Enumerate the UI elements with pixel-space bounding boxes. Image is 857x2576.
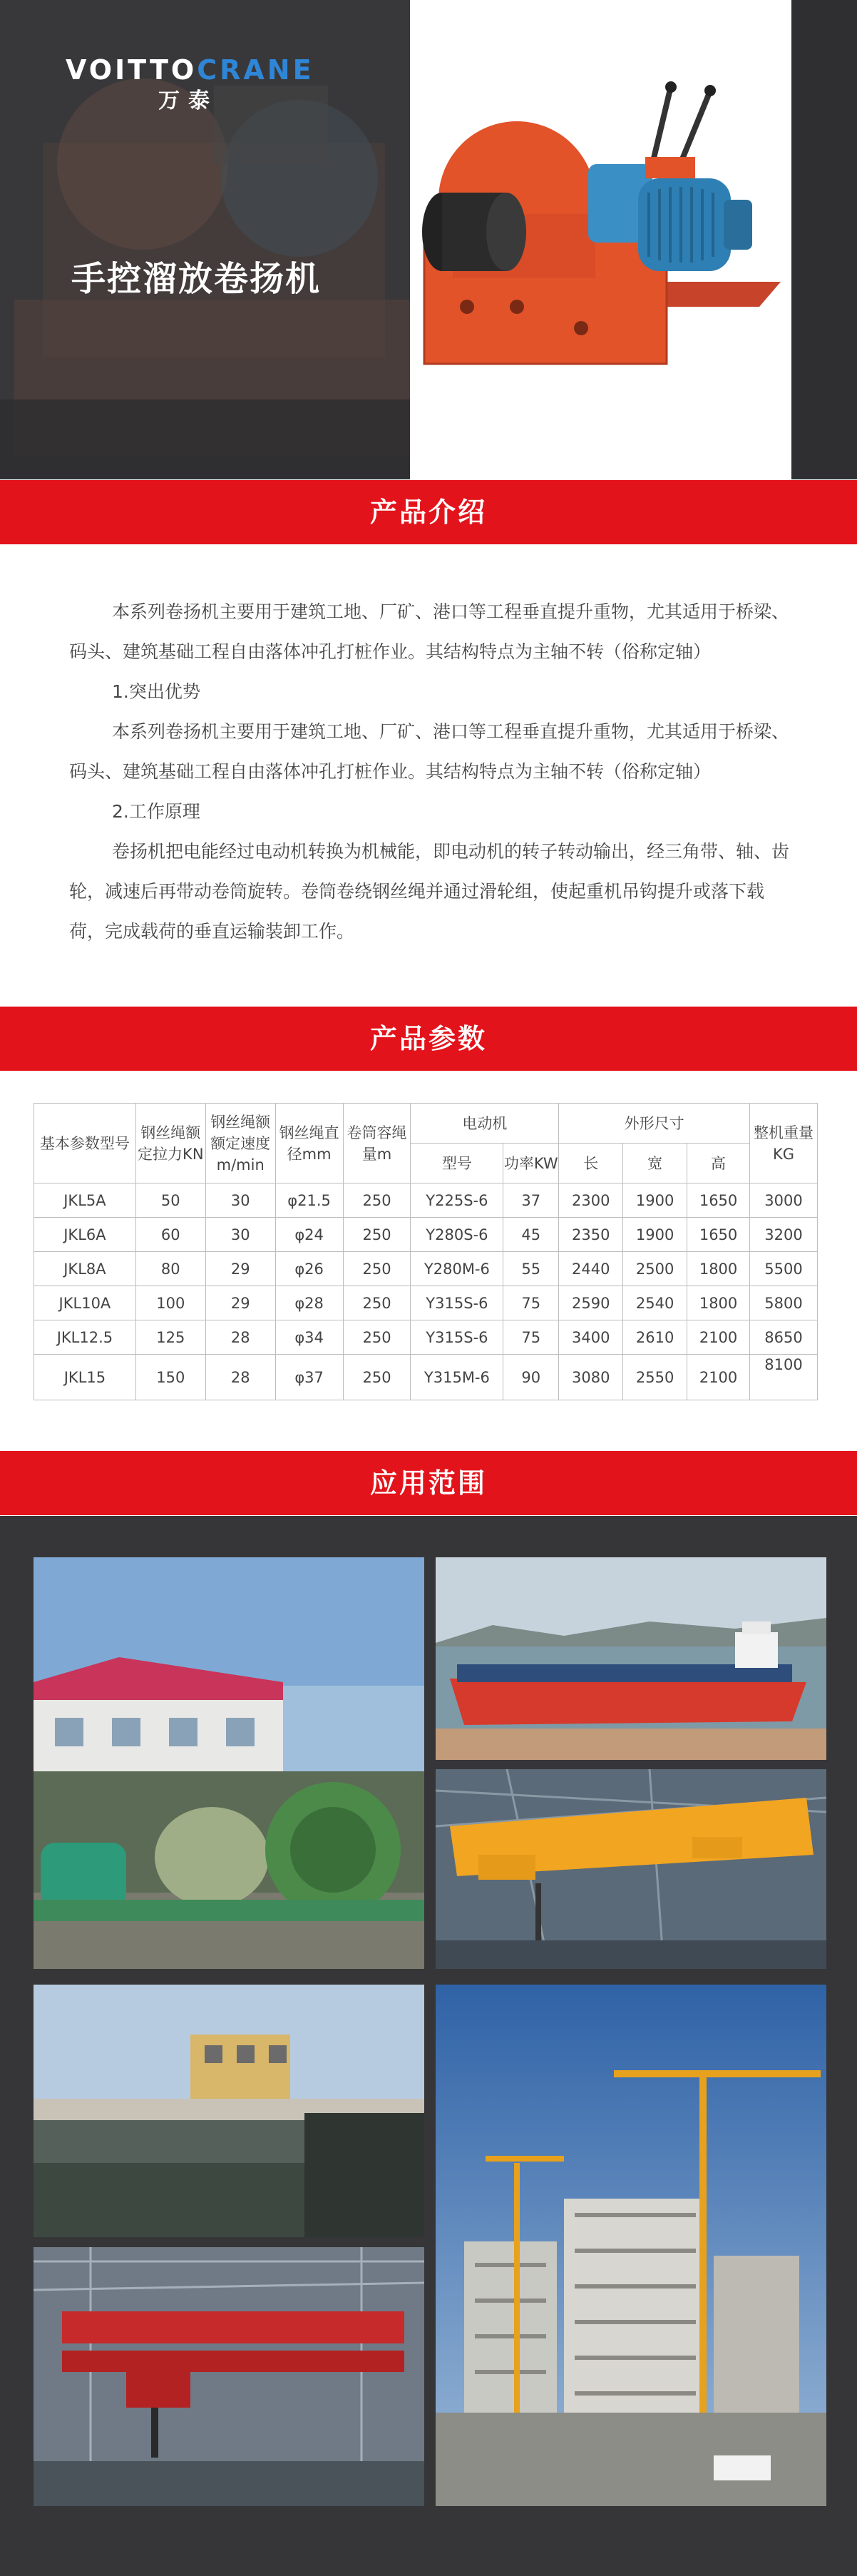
cell-height: 1800 bbox=[687, 1252, 750, 1286]
cell-height: 1650 bbox=[687, 1218, 750, 1252]
header-weight: 整机重量KG bbox=[750, 1104, 818, 1183]
cell-motor-type: Y280M-6 bbox=[411, 1252, 503, 1286]
cell-drum-capacity: 250 bbox=[343, 1320, 411, 1355]
cell-rated-pull: 60 bbox=[135, 1218, 205, 1252]
cell-length: 2590 bbox=[559, 1286, 623, 1320]
cell-width: 1900 bbox=[623, 1183, 687, 1218]
cell-rated-pull: 125 bbox=[135, 1320, 205, 1355]
cell-weight: 5800 bbox=[750, 1286, 818, 1320]
product-intro-text bbox=[69, 592, 789, 952]
cell-rope-diameter: φ28 bbox=[275, 1286, 343, 1320]
cell-length: 2300 bbox=[559, 1183, 623, 1218]
hero-side-strip bbox=[791, 0, 857, 479]
winch-product-photo bbox=[410, 0, 791, 479]
logo-chinese-name: 万泰 bbox=[158, 88, 218, 113]
cell-height: 1800 bbox=[687, 1286, 750, 1320]
header-drum-capacity: 卷筒容绳量m bbox=[343, 1104, 411, 1183]
page-title: 手控溜放卷扬机 bbox=[71, 259, 322, 299]
cell-drum-capacity: 250 bbox=[343, 1286, 411, 1320]
cell-height: 2100 bbox=[687, 1355, 750, 1400]
logo-text-part1: VOITTO bbox=[66, 54, 197, 86]
cell-rope-diameter: φ21.5 bbox=[275, 1183, 343, 1218]
cell-motor-type: Y315S-6 bbox=[411, 1286, 503, 1320]
cell-width: 1900 bbox=[623, 1218, 687, 1252]
cell-motor-power: 55 bbox=[503, 1252, 559, 1286]
cell-width: 2500 bbox=[623, 1252, 687, 1286]
cell-motor-power: 37 bbox=[503, 1183, 559, 1218]
cell-drum-capacity: 250 bbox=[343, 1355, 411, 1400]
cell-model: JKL6A bbox=[34, 1218, 136, 1252]
cell-model: JKL10A bbox=[34, 1286, 136, 1320]
table-row bbox=[34, 1355, 818, 1400]
cell-rated-speed: 29 bbox=[205, 1286, 275, 1320]
cell-rated-speed: 28 bbox=[205, 1355, 275, 1400]
cell-motor-type: Y280S-6 bbox=[411, 1218, 503, 1252]
intro-subheading: 1.突出优势 bbox=[112, 681, 200, 702]
table-row bbox=[34, 1320, 818, 1355]
logo-text-part2: CRANE bbox=[197, 54, 314, 86]
intro-paragraph: 本系列卷扬机主要用于建筑工地、厂矿、港口等工程垂直提升重物，尤其适用于桥梁、码头、建筑基础工程自由落体冲孔打桩作业。其结构特点为主轴不转（俗称定轴） bbox=[69, 601, 790, 662]
specification-table bbox=[34, 1103, 818, 1400]
cell-weight: 5500 bbox=[750, 1252, 818, 1286]
table-row bbox=[34, 1218, 818, 1252]
cell-model: JKL12.5 bbox=[34, 1320, 136, 1355]
cell-rated-pull: 100 bbox=[135, 1286, 205, 1320]
brand-logo bbox=[66, 54, 314, 86]
photo-construction-site bbox=[436, 1985, 826, 2506]
cell-rope-diameter: φ24 bbox=[275, 1218, 343, 1252]
cell-weight: 8650 bbox=[750, 1320, 818, 1355]
cell-drum-capacity: 250 bbox=[343, 1183, 411, 1218]
table-row bbox=[34, 1252, 818, 1286]
intro-subheading: 2.工作原理 bbox=[112, 801, 200, 822]
header-motor-type: 型号 bbox=[411, 1144, 503, 1183]
header-width: 宽 bbox=[623, 1144, 687, 1183]
cell-motor-type: Y315S-6 bbox=[411, 1320, 503, 1355]
table-row bbox=[34, 1286, 818, 1320]
cell-length: 2440 bbox=[559, 1252, 623, 1286]
header-dimensions: 外形尺寸 bbox=[559, 1104, 750, 1144]
table-row bbox=[34, 1183, 818, 1218]
specification-rows bbox=[34, 1183, 818, 1400]
cell-length: 3080 bbox=[559, 1355, 623, 1400]
cell-drum-capacity: 250 bbox=[343, 1252, 411, 1286]
cell-length: 3400 bbox=[559, 1320, 623, 1355]
cell-height: 1650 bbox=[687, 1183, 750, 1218]
header-motor-power: 功率KW bbox=[503, 1144, 559, 1183]
section-header-intro: 产品介绍 bbox=[0, 480, 857, 544]
cell-rated-speed: 30 bbox=[205, 1183, 275, 1218]
cell-rated-speed: 29 bbox=[205, 1252, 275, 1286]
header-height: 高 bbox=[687, 1144, 750, 1183]
cell-weight: 8100 bbox=[750, 1355, 818, 1400]
photo-overhead-crane bbox=[436, 1769, 826, 1969]
section-header-applications: 应用范围 bbox=[0, 1451, 857, 1515]
cell-motor-power: 90 bbox=[503, 1355, 559, 1400]
cell-rated-pull: 80 bbox=[135, 1252, 205, 1286]
header-rated-speed: 钢丝绳额额定速度m/min bbox=[205, 1104, 275, 1183]
section-header-params: 产品参数 bbox=[0, 1007, 857, 1071]
cell-model: JKL15 bbox=[34, 1355, 136, 1400]
photo-cargo-ship bbox=[436, 1557, 826, 1760]
header-length: 长 bbox=[559, 1144, 623, 1183]
header-motor: 电动机 bbox=[411, 1104, 559, 1144]
header-model: 基本参数型号 bbox=[34, 1104, 136, 1183]
cell-length: 2350 bbox=[559, 1218, 623, 1252]
photo-sluice-gate bbox=[34, 1985, 424, 2237]
cell-motor-type: Y225S-6 bbox=[411, 1183, 503, 1218]
cell-rope-diameter: φ26 bbox=[275, 1252, 343, 1286]
cell-rope-diameter: φ34 bbox=[275, 1320, 343, 1355]
cell-rated-speed: 28 bbox=[205, 1320, 275, 1355]
photo-winch-on-site bbox=[34, 1557, 424, 1969]
intro-paragraph: 卷扬机把电能经过电动机转换为机械能，即电动机的转子转动输出，经三角带、轴、齿轮，减速后再带动卷筒旋转。卷筒卷绕钢丝绳并通过滑轮组，使起重机吊钩提升或落下载荷，完成载荷的垂直运输装卸工作。 bbox=[69, 841, 790, 942]
cell-width: 2610 bbox=[623, 1320, 687, 1355]
cell-width: 2540 bbox=[623, 1286, 687, 1320]
cell-rated-speed: 30 bbox=[205, 1218, 275, 1252]
cell-rated-pull: 150 bbox=[135, 1355, 205, 1400]
cell-motor-power: 75 bbox=[503, 1320, 559, 1355]
cell-weight: 3200 bbox=[750, 1218, 818, 1252]
cell-rated-pull: 50 bbox=[135, 1183, 205, 1218]
winch-machine-image bbox=[410, 0, 791, 479]
cell-model: JKL8A bbox=[34, 1252, 136, 1286]
cell-drum-capacity: 250 bbox=[343, 1218, 411, 1252]
cell-model: JKL5A bbox=[34, 1183, 136, 1218]
cell-rope-diameter: φ37 bbox=[275, 1355, 343, 1400]
cell-motor-type: Y315M-6 bbox=[411, 1355, 503, 1400]
cell-weight: 3000 bbox=[750, 1183, 818, 1218]
photo-red-gantry-crane bbox=[34, 2247, 424, 2506]
header-rope-diameter: 钢丝绳直径mm bbox=[275, 1104, 343, 1183]
hero-banner bbox=[0, 0, 857, 479]
cell-width: 2550 bbox=[623, 1355, 687, 1400]
cell-motor-power: 45 bbox=[503, 1218, 559, 1252]
intro-paragraph: 本系列卷扬机主要用于建筑工地、厂矿、港口等工程垂直提升重物，尤其适用于桥梁、码头、建筑基础工程自由落体冲孔打桩作业。其结构特点为主轴不转（俗称定轴） bbox=[69, 721, 790, 782]
header-rated-pull: 钢丝绳额定拉力KN bbox=[135, 1104, 205, 1183]
cell-motor-power: 75 bbox=[503, 1286, 559, 1320]
cell-height: 2100 bbox=[687, 1320, 750, 1355]
